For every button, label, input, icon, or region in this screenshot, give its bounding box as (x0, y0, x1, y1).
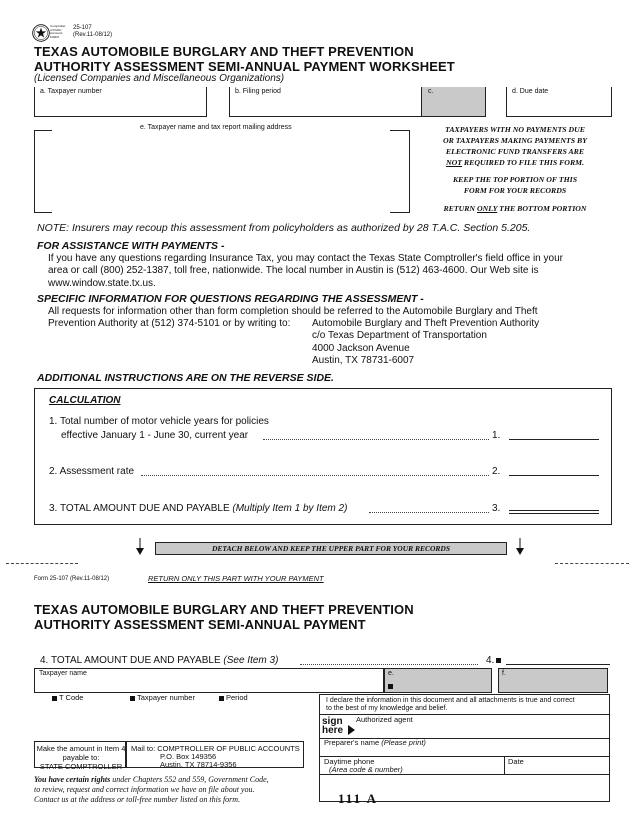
field-e-box[interactable] (384, 668, 492, 693)
declaration-text: I declare the information in this document and all attachments is true and correct to the best of my knowledge and belief. (326, 697, 575, 712)
page-title-line2: AUTHORITY ASSESSMENT SEMI-ANNUAL PAYMENT WORKSHEET (34, 59, 455, 74)
specific-info-text: All requests for information other than form completion should be referred to the Automobile Burglary and Theft Prevention Authority at (512) 374-5101 or by writing to: (48, 306, 538, 330)
mail-to-box (126, 741, 304, 768)
item3-label: 3. TOTAL AMOUNT DUE AND PAYABLE (Multiply Item 1 by Item 2) (49, 503, 348, 514)
taxpayer-name-field[interactable] (34, 668, 384, 693)
comptroller-seal-logo (32, 24, 50, 42)
return-bottom-notice: RETURN ONLY THE BOTTOM PORTION (443, 204, 587, 213)
field-c[interactable] (421, 87, 486, 117)
field-b-filing-period[interactable] (229, 87, 422, 117)
authority-address: Automobile Burglary and Theft Prevention Authority c/o Texas Department of Transportation 4000 Jackson Avenue Austin, TX 78731-6007 (312, 318, 540, 366)
signature-block (319, 694, 610, 802)
calculation-box (34, 388, 612, 525)
calculation-heading: CALCULATION (49, 395, 121, 406)
taxpayer-name-label: Taxpayer name (39, 670, 87, 677)
authorized-agent-label: Authorized agent (356, 715, 413, 724)
item4-label: 4. TOTAL AMOUNT DUE AND PAYABLE (See Item 3) (40, 655, 279, 666)
arrow-down-left-icon (135, 538, 145, 561)
specific-info-heading: SPECIFIC INFORMATION FOR QUESTIONS REGARDING THE ASSESSMENT - (37, 293, 424, 305)
field-e-address-area[interactable] (34, 130, 410, 212)
field-d-due-date[interactable] (506, 87, 612, 117)
logo-text: Comptroller of Public Accounts FORM (50, 24, 66, 39)
field-a-label: a. Taxpayer number (40, 88, 102, 95)
preparer-name-label: Preparer's name (Please print) (324, 738, 426, 747)
field-c-label: c. (428, 88, 434, 95)
daytime-phone-label: Daytime phone (324, 757, 375, 766)
period-label: Period (219, 693, 248, 702)
page-subtitle: (Licensed Companies and Miscellaneous Organizations) (34, 73, 285, 84)
item2-label: 2. Assessment rate (49, 466, 135, 477)
recoup-note: NOTE: Insurers may recoup this assessment from policyholders as authorized by 28 T.A.C. Section 5.205. (37, 222, 531, 234)
field-e-label: e. Taxpayer name and tax report mailing address (140, 124, 292, 131)
taxpayer-number-label: Taxpayer number (130, 693, 195, 702)
no-payment-notice: TAXPAYERS WITH NO PAYMENTS DUE OR TAXPAYERS MAKING PAYMENTS BY ELECTRONIC FUND TRANSFERS ARE NOT REQUIRED TO FILE THIS FORM. (443, 125, 587, 167)
page-title-line1: TEXAS AUTOMOBILE BURGLARY AND THEFT PREVENTION (34, 44, 414, 59)
payment-title-line2: AUTHORITY ASSESSMENT SEMI-ANNUAL PAYMENT (34, 617, 366, 632)
privacy-rights-text: You have certain rights under Chapters 552 and 559, Government Code, to review, request and correct information we have on file about you. Contact us at the address or toll-free number listed on this form. (34, 775, 269, 804)
item1-entry-line[interactable] (509, 439, 599, 440)
phone-date-line[interactable] (320, 774, 609, 775)
mail-to-line1: Mail to: COMPTROLLER OF PUBLIC ACCOUNTS (131, 744, 300, 753)
field-f-bottom-label: f. (502, 670, 506, 677)
field-f-box[interactable] (498, 668, 608, 693)
form-revision: (Rev.11-08/12) (73, 32, 113, 38)
item1-label-2: effective January 1 - June 30, current year (61, 430, 249, 441)
detach-line-left (6, 563, 78, 564)
assistance-text: If you have any questions regarding Insurance Tax, you may contact the Texas State Comptroller's field office in your area or call (800) 252-1387, toll free, nationwide. The local number in Austin is (512) 463-4600. Our Web site is www.window.state.tx.us. (48, 253, 563, 289)
item4-entry-line[interactable] (506, 664, 610, 665)
mail-to-line2: P.O. Box 149356 (160, 752, 217, 761)
field-a-taxpayer-number[interactable] (34, 87, 207, 117)
item3-entry-line[interactable] (509, 510, 599, 511)
additional-instructions: ADDITIONAL INSTRUCTIONS ARE ON THE REVERSE SIDE. (37, 372, 334, 384)
detach-line-right (555, 563, 629, 564)
assistance-heading: FOR ASSISTANCE WITH PAYMENTS - (37, 240, 225, 252)
keep-top-notice: KEEP THE TOP PORTION OF THIS FORM FOR YOUR RECORDS (452, 175, 578, 195)
arrow-down-right-icon (515, 538, 525, 561)
payable-line1: Make the amount in Item 4 (36, 744, 126, 753)
item2-number: 2. (492, 466, 501, 477)
field-d-label: d. Due date (512, 88, 549, 95)
payable-to-box (34, 741, 126, 771)
item3-number: 3. (492, 503, 501, 514)
item1-number: 1. (492, 430, 501, 441)
field-e-bottom-label: e. (388, 670, 394, 677)
sign-here-label: sign here (322, 716, 344, 736)
field-b-label: b. Filing period (235, 88, 281, 95)
item1-label: 1. Total number of motor vehicle years for policies (49, 416, 269, 427)
return-only-label: RETURN ONLY THIS PART WITH YOUR PAYMENT (148, 574, 324, 583)
area-code-label: (Area code & number) (329, 765, 403, 774)
mail-to-line3: Austin, TX 78714-9356 (160, 760, 237, 769)
t-code-label: T Code (52, 693, 83, 702)
item2-entry-line[interactable] (509, 475, 599, 476)
payable-line3: STATE COMPTROLLER (39, 762, 123, 771)
form-reference: Form 25-107 (Rev.11-08/12) (34, 576, 110, 582)
form-number: 25-107 (73, 25, 92, 31)
date-label: Date (508, 757, 524, 766)
form-code: 111 A (338, 791, 378, 806)
payable-line2: payable to: (62, 753, 100, 762)
payment-title-line1: TEXAS AUTOMOBILE BURGLARY AND THEFT PREVENTION (34, 602, 414, 617)
item4-number: 4. (486, 655, 503, 667)
detach-banner: DETACH BELOW AND KEEP THE UPPER PART FOR YOUR RECORDS (155, 542, 507, 555)
